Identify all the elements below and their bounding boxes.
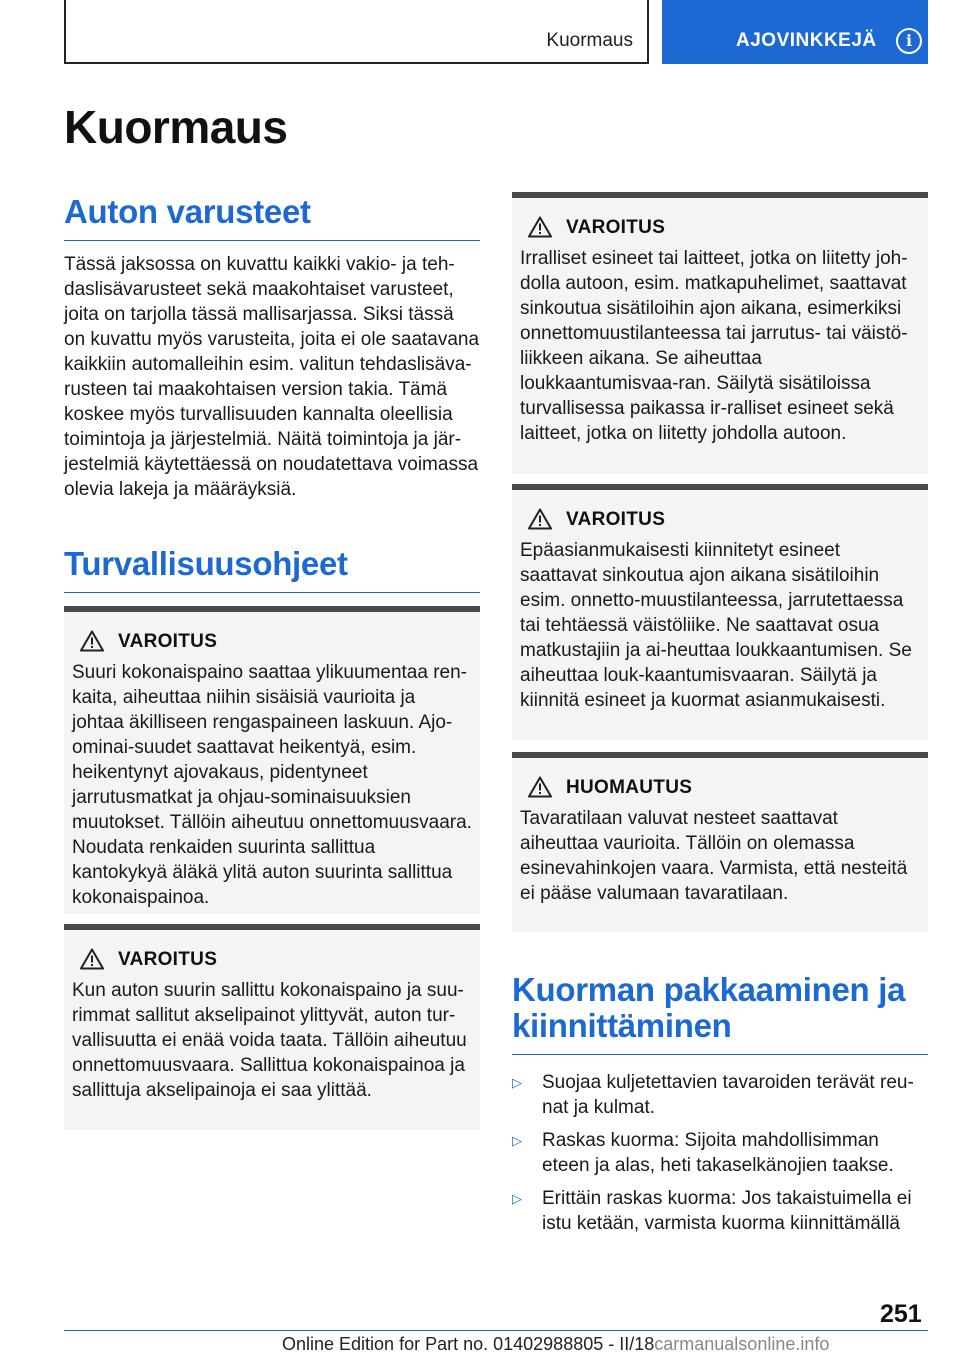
watermark: carmanualsonline.info bbox=[654, 1334, 830, 1354]
section-heading-equipment: Auton varusteet bbox=[64, 194, 480, 241]
page-title: Kuormaus bbox=[64, 101, 288, 153]
notice-box bbox=[512, 752, 928, 932]
warning-box bbox=[64, 606, 480, 914]
warning-triangle-icon bbox=[528, 216, 552, 238]
warning-triangle-icon bbox=[80, 948, 104, 970]
warning-text: Kun auton suurin sallittu kokonaispaino ja suu-rimmat sallitut akselipainot ylittyvät, auton tur-vallisuutta ei enää voida taata. Tällöin aiheutuu onnettomuusvaara. Sallittua kokonaispainoa ja sallittuja akselipainoja ei saa ylittää. bbox=[72, 980, 467, 1101]
warning-title: VAROITUS bbox=[520, 216, 920, 240]
chapter-tab-label: AJOVINKKEJÄ bbox=[736, 30, 877, 51]
header-section-label: Kuormaus bbox=[546, 30, 633, 51]
warning-text: Epäasianmukaisesti kiinnitetyt esineet saattavat sinkoutua ajon aikana sisätiloihin esim. onnetto-muustilanteessa, jarrutettaessa tai tehtäessä väistöliike. Ne saattavat osua matkustajiin ja ai-heuttaa loukkaantumisen. Se aiheuttaa louk-kaantumisvaaran. Säilytä ja kiinnitä esineet ja kuormat asianmukaisesti. bbox=[520, 540, 912, 711]
warning-text: Suuri kokonaispaino saattaa ylikuumentaa ren-kaita, aiheuttaa niihin sisäisiä vaurioita ja johtaa äkilliseen rengaspaineen laskuun. Ajo-ominai-suudet saattavat heikentyä, esim. heikentynyt ajovakaus, pidentyneet jarrutusmatkat ja ohjau-sominaisuuksien muutokset. Tällöin aiheutuu onnettomuusvaara. Noudata renkaiden suurinta sallittua kantokykyä äläkä ylitä auton suurinta sallittua kokonaispainoa. bbox=[72, 662, 472, 908]
footer-edition: Online Edition for Part no. 01402988805 - II/18carmanualsonline.info bbox=[282, 1334, 830, 1354]
chapter-tab[interactable] bbox=[662, 0, 928, 64]
warning-triangle-icon bbox=[528, 776, 552, 798]
triangle-bullet-icon: ▷ bbox=[512, 1133, 522, 1148]
warning-title: VAROITUS bbox=[520, 508, 920, 532]
warning-title: VAROITUS bbox=[72, 948, 472, 972]
warning-box bbox=[64, 924, 480, 1130]
footer-divider bbox=[64, 1330, 928, 1331]
warning-title: VAROITUS bbox=[72, 630, 472, 654]
notice-text: Tavaratilaan valuvat nesteet saattavat aiheuttaa vaurioita. Tällöin on olemassa esinevahinkojen vaara. Varmista, että nesteitä ei pääse valumaan tavaratilaan. bbox=[520, 808, 908, 904]
page-number: 251 bbox=[880, 1300, 922, 1328]
warning-triangle-icon bbox=[80, 630, 104, 652]
warning-triangle-icon bbox=[528, 508, 552, 530]
list-item: ▷ Suojaa kuljetettavien tavaroiden terävät reu-nat ja kulmat. bbox=[512, 1072, 914, 1118]
bullet-list bbox=[512, 1070, 928, 1244]
triangle-bullet-icon: ▷ bbox=[512, 1075, 522, 1090]
notice-title: HUOMAUTUS bbox=[520, 776, 920, 800]
info-icon: i bbox=[896, 28, 922, 54]
warning-text: Irralliset esineet tai laitteet, jotka on liitetty joh-dolla autoon, esim. matkapuhelimet, saattavat sinkoutua sisätiloihin ajon aikana, esimerkiksi onnettomuustilanteessa tai jarrutus- tai väistö-liikkeen aikana. Se aiheuttaa loukkaantumisvaa-ran. Säilytä sisätiloissa turvallisessa paikassa ir-ralliset esineet sekä laitteet, jotka on liitetty johdolla autoon. bbox=[520, 248, 908, 444]
section-heading-packing: Kuorman pakkaaminen ja kiinnittäminen bbox=[512, 972, 928, 1055]
warning-box bbox=[512, 192, 928, 474]
list-item: ▷ Raskas kuorma: Sijoita mahdollisimman eteen ja alas, heti takaselkänojien taakse. bbox=[512, 1130, 894, 1176]
warning-box bbox=[512, 484, 928, 740]
list-item: ▷ Erittäin raskas kuorma: Jos takaistuimella ei istu ketään, varmista kuorma kiinnittämällä bbox=[512, 1188, 912, 1234]
intro-paragraph: Tässä jaksossa on kuvattu kaikki vakio- ja teh-daslisävarusteet sekä maakohtaiset varusteet, joita on tarjolla tässä mallisarjassa. Siksi tässä on kuvattu myös varusteita, joita ei ole saatavana kaikkiin automalleihin esim. valitun tehdaslisäva-rusteen tai maakohtaisen version takia. Tämä koskee myös turvallisuuden kannalta oleellisia toimintoja ja järjestelmiä. Näitä toimintoja ja jär-jestelmiä käytettäessä on noudatettava voimassa olevia lakeja ja määräyksiä. bbox=[64, 254, 480, 500]
triangle-bullet-icon: ▷ bbox=[512, 1191, 522, 1206]
running-header bbox=[64, 0, 649, 64]
section-heading-safety: Turvallisuusohjeet bbox=[64, 546, 480, 593]
